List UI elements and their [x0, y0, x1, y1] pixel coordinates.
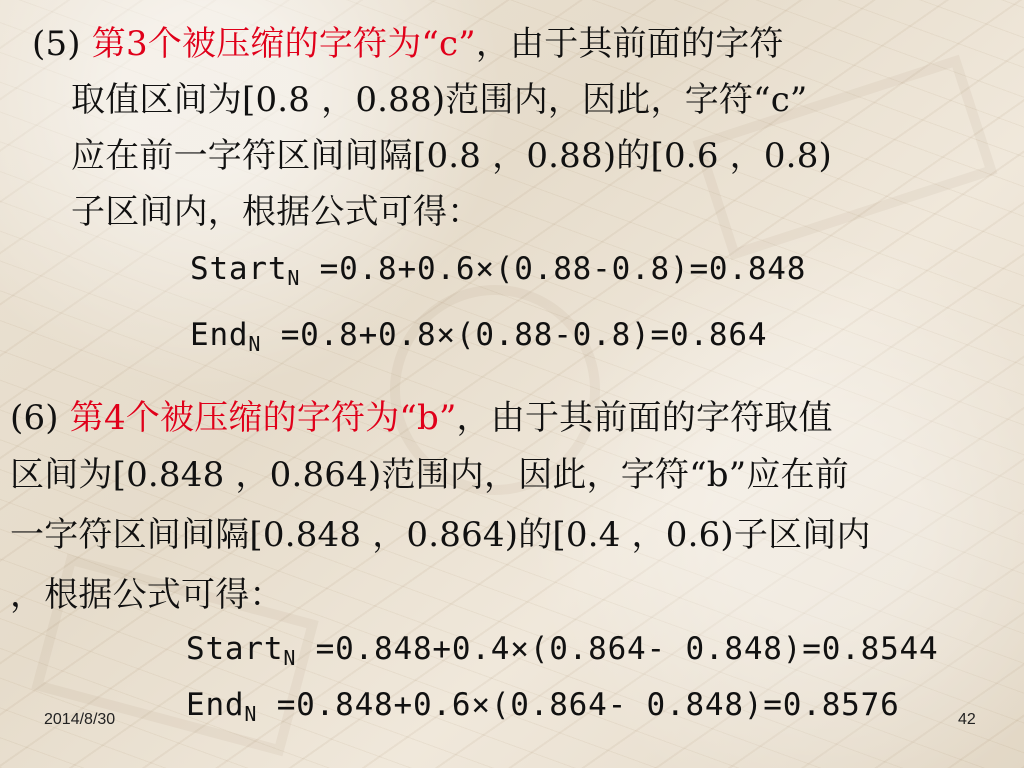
- start-expression: =0.8+0.6×(0.88-0.8)=0.848: [300, 251, 807, 287]
- section-6-start-formula: [186, 631, 939, 670]
- footer-date: 2014/8/30: [44, 711, 116, 728]
- section-5-line-3: 应在前一字符区间间隔[0.8 ，0.88)的[0.6 ，0.8): [71, 136, 832, 176]
- end-expression: =0.8+0.8×(0.88-0.8)=0.864: [261, 317, 768, 353]
- end-expression: =0.848+0.6×(0.864- 0.848)=0.8576: [257, 687, 900, 723]
- section-6-number: (6): [10, 398, 70, 438]
- end-subscript: N: [244, 702, 258, 726]
- start-label: Start: [186, 631, 284, 667]
- section-6-line-4: ，根据公式可得：: [10, 575, 284, 615]
- section-5-line-2: 取值区间为[0.8 ，0.88)范围内，因此，字符“c”: [71, 80, 808, 120]
- start-expression: =0.848+0.4×(0.864- 0.848)=0.8544: [296, 631, 939, 667]
- section-6-line-1-text: ，由于其前面的字符取值: [456, 398, 833, 438]
- start-label: Start: [190, 251, 288, 287]
- section-6-end-formula: [186, 687, 900, 726]
- section-5-line-4: 子区间内，根据公式可得：: [71, 192, 482, 232]
- section-6-line-2: 区间为[0.848 ，0.864)范围内，因此，字符“b”应在前: [10, 455, 849, 495]
- section-6-line-3: 一字符区间间隔[0.848 ，0.864)的[0.4 ，0.6)子区间内: [10, 515, 871, 555]
- page-number: 42: [958, 711, 976, 728]
- section-5-number: (5): [32, 24, 92, 64]
- section-5-line-1-text: ，由于其前面的字符: [475, 24, 784, 64]
- section-5-line-1: [32, 24, 784, 64]
- start-subscript: N: [283, 646, 297, 670]
- end-label: End: [190, 317, 249, 353]
- section-6-highlight: 第4个被压缩的字符为“b”: [69, 398, 457, 438]
- end-subscript: N: [248, 332, 262, 356]
- section-5-end-formula: [190, 317, 768, 356]
- section-5-highlight: 第3个被压缩的字符为“c”: [91, 24, 476, 64]
- section-5-start-formula: [190, 251, 807, 290]
- section-6-line-1: [10, 398, 833, 438]
- end-label: End: [186, 687, 245, 723]
- start-subscript: N: [287, 266, 301, 290]
